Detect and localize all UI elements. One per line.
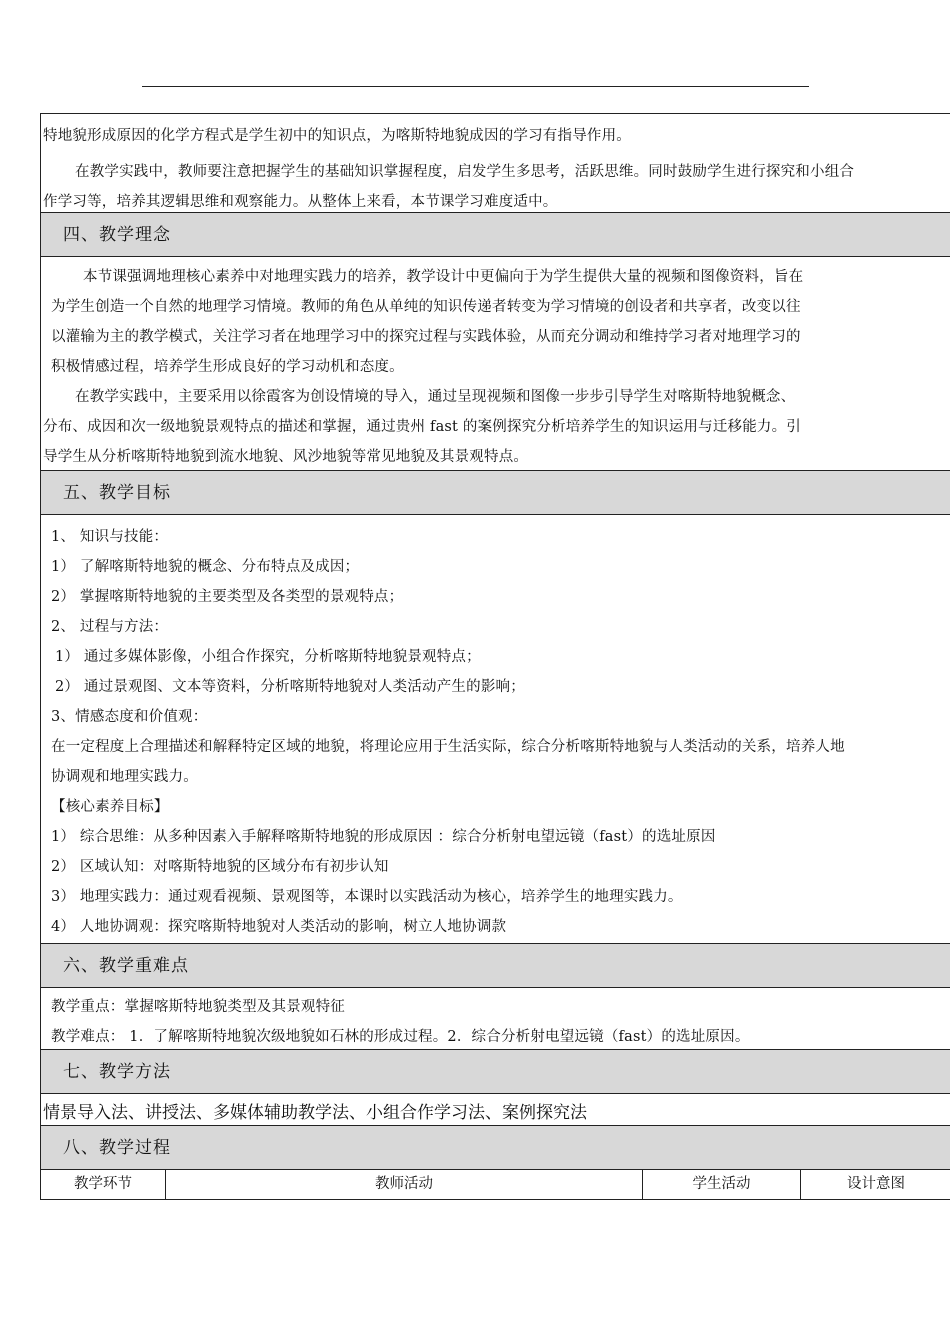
key-point-line: 教学重点：掌握喀斯特地貌类型及其景观特征 [51,999,345,1015]
objective-line: 1） 了解喀斯特地貌的概念、分布特点及成因； [51,559,360,575]
philosophy-line: 分布、成因和次一级地貌景观特点的描述和掌握，通过贵州 fast 的案例探究分析培养学生的知识运用与迁移能力。引 [43,419,801,435]
column-header-stage: 教学环节 [41,1170,166,1199]
objective-line: 2） 区域认知：对喀斯特地貌的区域分布有初步认知 [51,859,389,875]
objective-line: 3、情感态度和价值观： [51,709,208,725]
column-header-design-intent: 设计意图 [801,1170,950,1199]
section-heading-teaching-objectives: 五、教学目标 [41,471,950,515]
objective-line: 2） 通过景观图、文本等资料，分析喀斯特地貌对人类活动产生的影响； [55,679,525,695]
lesson-plan-table [40,113,950,1200]
intro-line: 特地貌形成原因的化学方程式是学生初中的知识点，为喀斯特地貌成因的学习有指导作用。 [43,128,631,144]
header-rule [142,86,809,87]
objective-line: 1、 知识与技能： [51,529,169,545]
objective-line: 2） 掌握喀斯特地貌的主要类型及各类型的景观特点； [51,589,404,605]
section-heading-teaching-methods: 七、教学方法 [41,1050,950,1094]
philosophy-line: 以灌输为主的教学模式，关注学习者在地理学习中的探究过程与实践体验，从而充分调动和维持学习者对地理学习的 [51,329,801,345]
teaching-methods-block [41,1094,950,1126]
philosophy-line: 导学生从分析喀斯特地貌到流水地貌、风沙地貌等常见地貌及其景观特点。 [43,449,529,465]
objective-line: 【核心素养目标】 [51,799,169,815]
objective-line: 1） 通过多媒体影像，小组合作探究，分析喀斯特地貌景观特点； [55,649,481,665]
section-heading-key-points: 六、教学重难点 [41,944,950,988]
objective-line: 1） 综合思维：从多种因素入手解释喀斯特地貌的形成原因 ：综合分析射电望远镜（fast）的选址原因 [51,829,716,845]
philosophy-line: 在教学实践中，主要采用以徐霞客为创设情境的导入，通过呈现视频和图像一步步引导学生对喀斯特地貌概念、 [75,389,796,405]
intro-block [41,114,950,213]
column-header-student-activity: 学生活动 [643,1170,801,1199]
key-points-block [41,988,950,1050]
objective-line: 4） 人地协调观：探究喀斯特地貌对人类活动的影响，树立人地协调款 [51,919,507,935]
teaching-methods-text: 情景导入法、讲授法、多媒体辅助教学法、小组合作学习法、案例探究法 [43,1103,587,1123]
section-heading-teaching-philosophy: 四、教学理念 [41,213,950,257]
philosophy-line: 本节课强调地理核心素养中对地理实践力的培养，教学设计中更偏向于为学生提供大量的视频和图像资料，旨在 [83,269,804,285]
objective-line: 在一定程度上合理描述和解释特定区域的地貌，将理论应用于生活实际，综合分析喀斯特地貌与人类活动的关系，培养人地 [51,739,845,755]
teaching-philosophy-block [41,257,950,471]
objective-line: 2、 过程与方法： [51,619,169,635]
process-table-header [41,1170,950,1200]
intro-line: 作学习等，培养其逻辑思维和观察能力。从整体上来看，本节课学习难度适中。 [43,194,558,210]
intro-line: 在教学实践中，教师要注意把握学生的基础知识掌握程度，启发学生多思考，活跃思维。同时鼓励学生进行探究和小组合 [75,164,855,180]
philosophy-line: 积极情感过程，培养学生形成良好的学习动机和态度。 [51,359,404,375]
teaching-objectives-block [41,515,950,944]
key-point-line: 教学难点： 1．了解喀斯特地貌次级地貌如石林的形成过程。2．综合分析射电望远镜（fast）的选址原因。 [51,1029,750,1045]
objective-line: 3） 地理实践力：通过观看视频、景观图等，本课时以实践活动为核心，培养学生的地理实践力。 [51,889,683,905]
philosophy-line: 为学生创造一个自然的地理学习情境。教师的角色从单纯的知识传递者转变为学习情境的创设者和共享者，改变以往 [51,299,801,315]
objective-line: 协调观和地理实践力。 [51,769,198,785]
section-heading-teaching-process: 八、教学过程 [41,1126,950,1170]
column-header-teacher-activity: 教师活动 [166,1170,643,1199]
